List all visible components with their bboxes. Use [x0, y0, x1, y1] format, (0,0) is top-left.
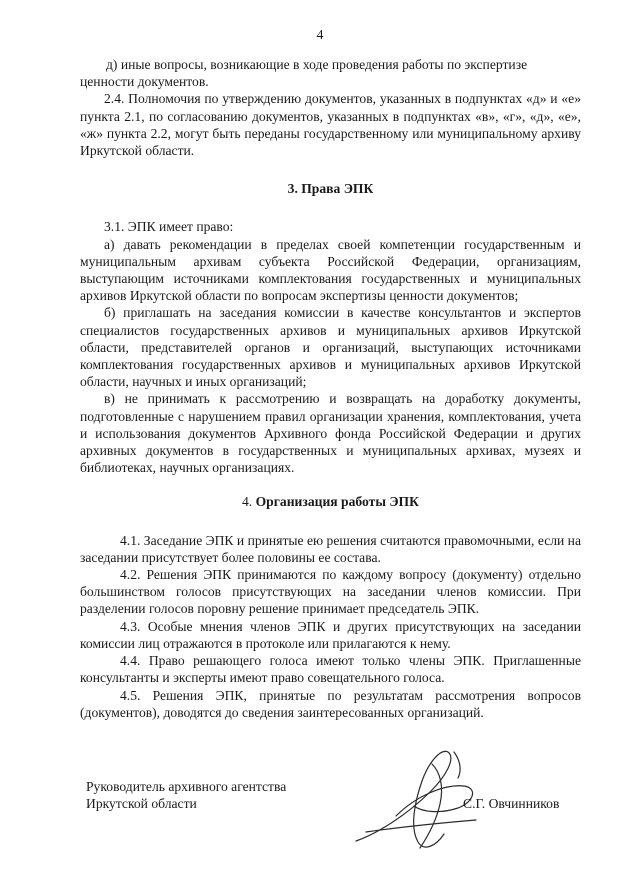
document-body — [80, 56, 581, 721]
paragraph-4-4: 4.4. Право решающего голоса имеют только члены ЭПК. Приглашенные консультанты и эксперты имеют право совещательного голоса. — [80, 653, 581, 686]
signatory-name: С.Г. Овчинников — [463, 796, 560, 811]
section-3-title — [80, 180, 581, 197]
paragraph-4-1: 4.1. Заседание ЭПК и принятые ею решения считаются правомочными, если на заседании присутствует более половины ее состава. — [80, 532, 581, 565]
section-3-title-text: 3. Права ЭПК — [287, 181, 374, 197]
section-4-number: 4. — [242, 494, 253, 510]
item-d-line1: д) иные вопросы, возникающие в ходе проведения работы по экспертизе — [106, 57, 528, 72]
signatory-position-line1: Руководитель архивного агентства — [86, 779, 287, 794]
paragraph-3-1-b: б) приглашать на заседания комиссии в качестве консультантов и экспертов специалистов государственных архивов и муниципальных архивов Иркутской области, представителей органов и организаций, выступающих источниками комплектования государственных архивов и муниципальных архивов Иркутской области, научных и иных организаций; — [80, 305, 581, 390]
paragraph-3-1-a: а) давать рекомендации в пределах своей компетенции государственным и муниципальным архивам субъекта Российской Федерации, организациям, выступающим источниками комплектования государственных и муниципальных архивов Иркутской области по вопросам экспертизы ценности документов; — [80, 236, 581, 304]
paragraph-4-2: 4.2. Решения ЭПК принимаются по каждому вопросу (документу) отдельно большинством голосов присутствующих на заседании членов комиссии. При разделении голосов поровну решение принимает председатель ЭПК. — [80, 567, 581, 617]
paragraph-2-4: 2.4. Полномочия по утверждению документов, указанных в подпунктах «д» и «е» пункта 2.1, по согласованию документов, указанных в подпунктах «в», «г», «д», «е», «ж» пункта 2.2, могут быть переданы государственному или муниципальному архиву Иркутской области. — [80, 91, 581, 159]
signatory-position — [86, 778, 286, 812]
signatory-position-line2: Иркутской области — [86, 796, 197, 812]
paragraph-4-3: 4.3. Особые мнения членов ЭПК и других присутствующих на заседании комиссии лиц отражаются в протоколе или прилагаются к нему. — [80, 618, 581, 651]
paragraph-3-1-v: в) не принимать к рассмотрению и возвращать на доработку документы, подготовленные с нарушением правил организации хранения, комплектования, учета и использования документов Архивного фонда Российской Федерации и других архивных документов в государственных и муниципальных архивах, музеях и библиотеках, научных организациях. — [80, 391, 581, 476]
page-number: 4 — [316, 28, 324, 43]
paragraph-3-1: 3.1. ЭПК имеет право: — [104, 219, 234, 235]
section-4-title-text: Организация работы ЭПК — [255, 494, 419, 510]
item-d-line2: ценности документов. — [80, 74, 209, 90]
section-4-title — [80, 493, 581, 510]
paragraph-4-5: 4.5. Решения ЭПК, принятые по результатам рассмотрения вопросов (документов), доводятся до сведения заинтересованных организаций. — [80, 687, 581, 720]
